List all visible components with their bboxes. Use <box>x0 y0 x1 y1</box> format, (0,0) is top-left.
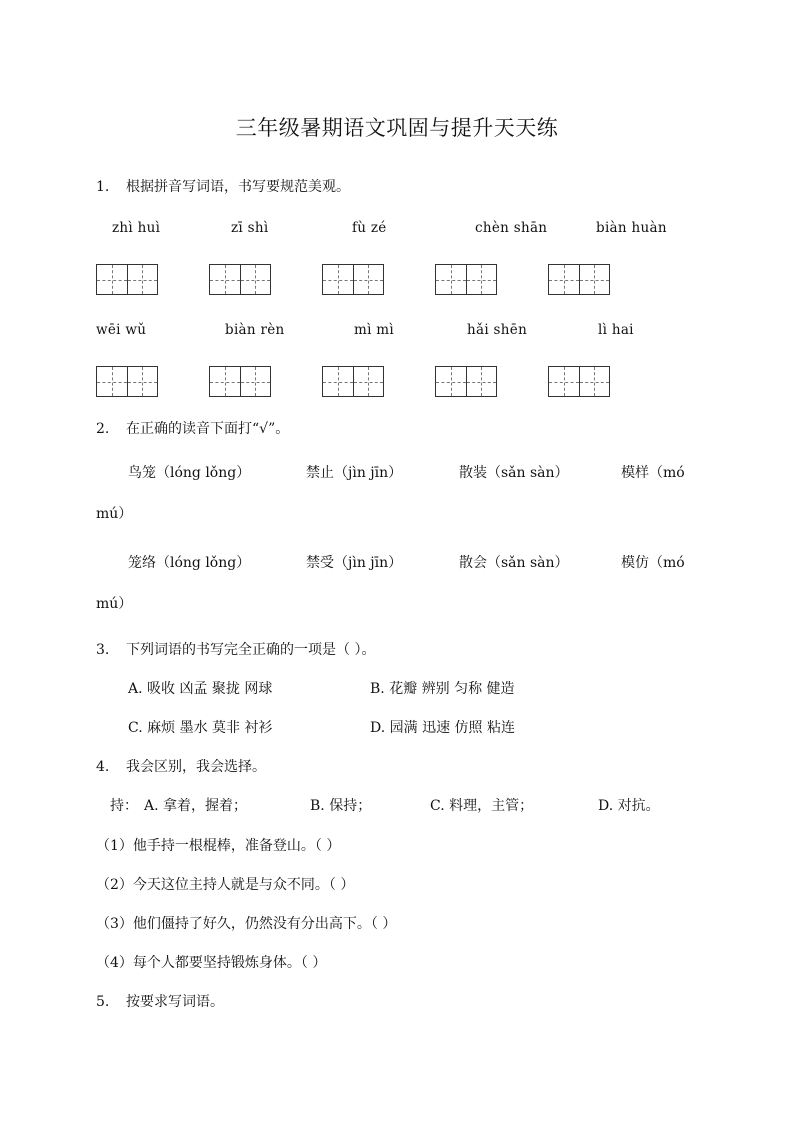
definition-c: C. 料理，主管； <box>430 798 534 814</box>
choice-moyang-cont[interactable]: mú） <box>96 506 133 522</box>
writing-grid[interactable] <box>209 366 271 397</box>
question-5 <box>96 991 224 1011</box>
question-text: 按要求写词语。 <box>126 994 224 1010</box>
pinyin-10: lì hai <box>598 322 634 338</box>
question-text: 在正确的读音下面打“√”。 <box>126 421 290 437</box>
definition-b: B. 保持； <box>310 798 372 814</box>
question-1 <box>96 176 350 196</box>
definition-head: 持： <box>110 798 138 814</box>
question-number: 1. <box>96 179 110 195</box>
choice-moyang[interactable]: 模样（mó <box>621 465 685 481</box>
option-b[interactable]: B. 花瓣 辨别 匀称 健造 <box>370 681 515 697</box>
option-a[interactable]: A. 吸收 凶孟 聚拢 网球 <box>128 681 273 697</box>
choice-sanhui[interactable]: 散会（sǎn sàn） <box>459 555 569 571</box>
question-number: 4. <box>96 759 110 775</box>
option-d[interactable]: D. 园满 迅速 仿照 粘连 <box>370 720 515 736</box>
writing-grid[interactable] <box>96 366 158 397</box>
definition-d: D. 对抗。 <box>598 798 660 814</box>
choice-mofang[interactable]: 模仿（mó <box>621 555 685 571</box>
choice-jinshou[interactable]: 禁受（jìn jīn） <box>306 555 403 571</box>
pinyin-9: hǎi shēn <box>467 322 528 338</box>
question-number: 5. <box>96 994 110 1010</box>
sub-question-2[interactable]: （2）今天这位主持人就是与众不同。（ ） <box>96 877 355 893</box>
question-text: 根据拼音写词语，书写要规范美观。 <box>126 179 350 195</box>
choice-mofang-cont[interactable]: mú） <box>96 596 133 612</box>
pinyin-1: zhì huì <box>112 220 161 236</box>
choice-longluo[interactable]: 笼络（lóng lǒng） <box>128 555 251 571</box>
sub-question-1[interactable]: （1）他手持一根棍棒，准备登山。（ ） <box>96 838 341 854</box>
question-4 <box>96 756 266 776</box>
choice-sanzhuang[interactable]: 散装（sǎn sàn） <box>459 465 569 481</box>
pinyin-5: biàn huàn <box>596 220 667 236</box>
option-c[interactable]: C. 麻烦 墨水 莫非 衬衫 <box>128 720 273 736</box>
question-3 <box>96 639 375 659</box>
sub-question-4[interactable]: （4）每个人都要坚持锻炼身体。（ ） <box>96 955 327 971</box>
choice-niaolong[interactable]: 鸟笼（lóng lǒng） <box>128 465 251 481</box>
pinyin-6: wēi wǔ <box>96 322 147 338</box>
pinyin-4: chèn shān <box>475 220 548 236</box>
writing-grid[interactable] <box>435 264 497 295</box>
page-title: 三年级暑期语文巩固与提升天天练 <box>235 116 559 140</box>
definition-a: A. 拿着，握着； <box>144 798 248 814</box>
writing-grid[interactable] <box>435 366 497 397</box>
writing-grid[interactable] <box>96 264 158 295</box>
pinyin-7: biàn rèn <box>225 322 285 338</box>
question-number: 2. <box>96 421 110 437</box>
question-number: 3. <box>96 642 110 658</box>
question-text: 下列词语的书写完全正确的一项是（ ）。 <box>126 642 376 658</box>
writing-grid[interactable] <box>548 366 610 397</box>
pinyin-8: mì mì <box>354 322 395 338</box>
writing-grid[interactable] <box>209 264 271 295</box>
sub-question-3[interactable]: （3）他们僵持了好久，仍然没有分出高下。（ ） <box>96 916 397 932</box>
writing-grid[interactable] <box>548 264 610 295</box>
pinyin-3: fù zé <box>352 220 387 236</box>
writing-grid[interactable] <box>322 366 384 397</box>
question-2 <box>96 418 289 438</box>
pinyin-2: zī shì <box>231 220 269 236</box>
choice-jinzhi[interactable]: 禁止（jìn jīn） <box>306 465 403 481</box>
writing-grid[interactable] <box>322 264 384 295</box>
question-text: 我会区别，我会选择。 <box>126 759 266 775</box>
